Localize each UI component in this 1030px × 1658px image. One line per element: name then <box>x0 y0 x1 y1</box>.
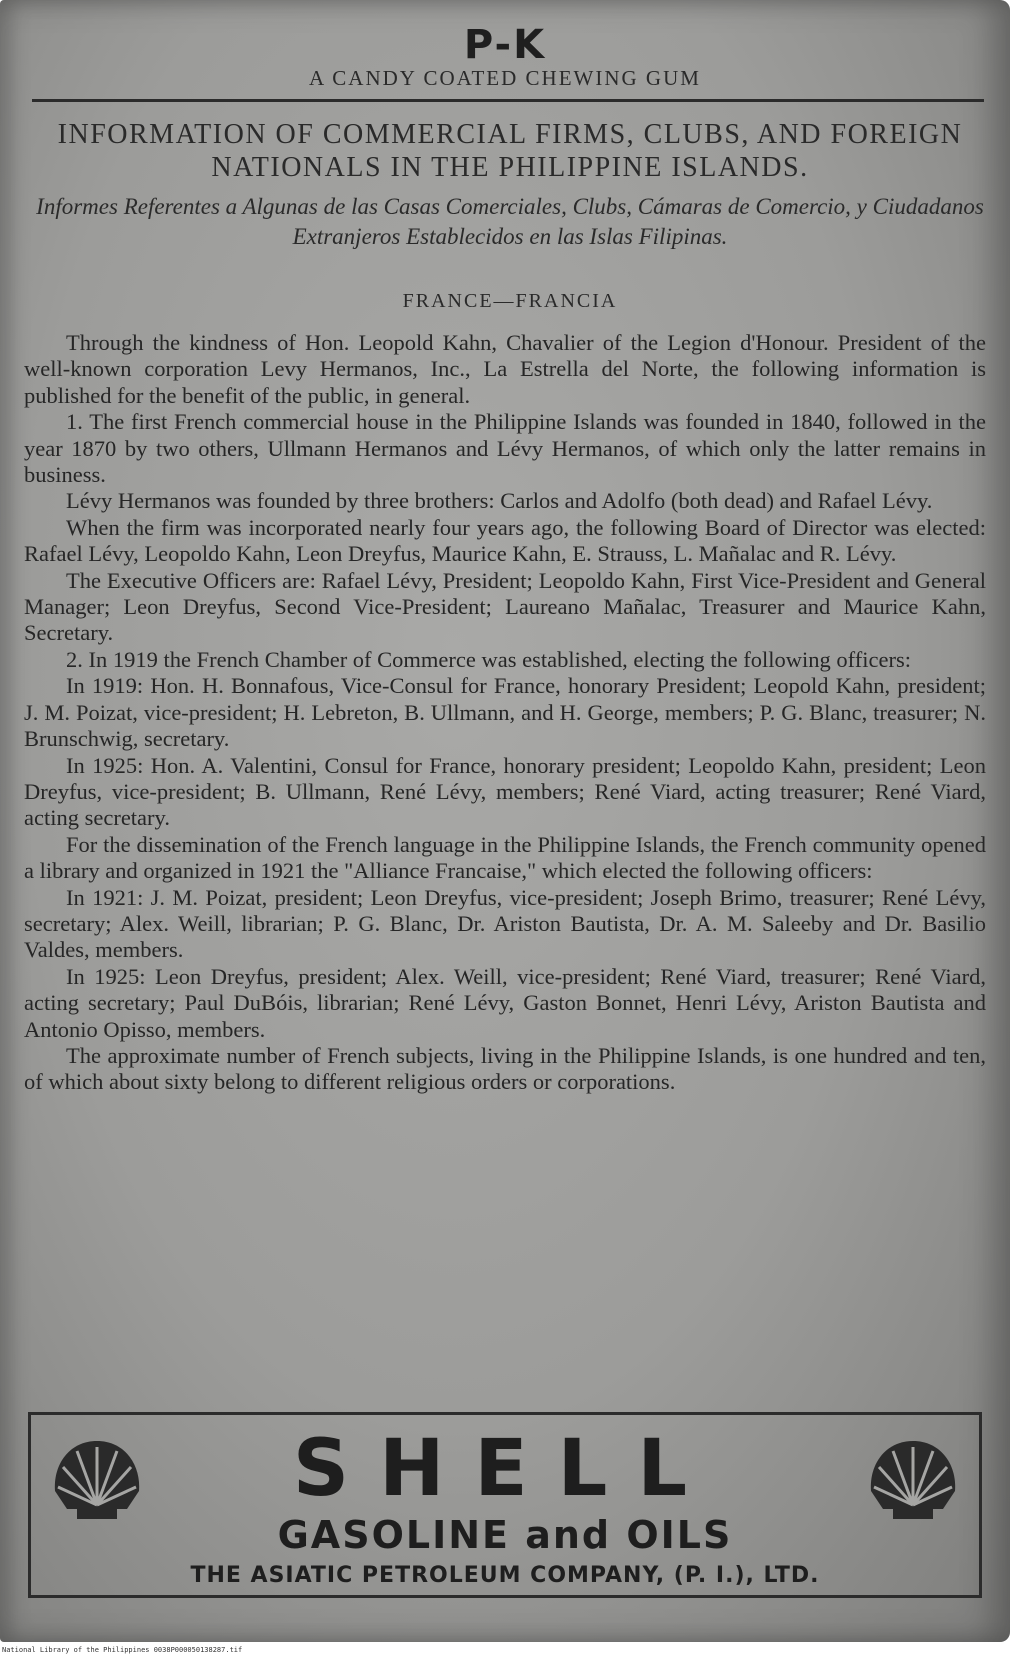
article-body <box>24 330 986 1096</box>
pk-logo: P-K <box>463 22 547 68</box>
heading-spanish: Informes Referentes a Algunas de las Casas Comerciales, Clubs, Cámaras de Comercio, y Ciudadanos Extranjeros Establecidos en las Islas Filipinas. <box>36 194 984 249</box>
paragraph: 2. In 1919 the French Chamber of Commerce was established, electing the following officers: <box>66 646 911 672</box>
country-heading: FRANCE—FRANCIA <box>402 290 618 312</box>
paragraph: 1. The first French commercial house in the Philippine Islands was founded in 1840, followed in the year 1870 by two others, Ullmann Hermanos and Lévy Hermanos, of which only the latter remains in business. <box>24 409 986 488</box>
paragraph: In 1919: Hon. H. Bonnafous, Vice-Consul for France, honorary President; Leopold Kahn, president; J. M. Poizat, vice-president; H. Lebreton, B. Ullmann, and H. George, members; P. G. Blanc, treasurer; N. Brunschwig, secretary. <box>24 673 986 752</box>
paragraph: The approximate number of French subjects, living in the Philippine Islands, is one hundred and ten, of which about sixty belong to different religious orders or corporations. <box>24 1042 986 1095</box>
shell-company: THE ASIATIC PETROLEUM COMPANY, (P. I.), LTD. <box>190 1563 820 1588</box>
header-rule <box>32 99 984 102</box>
paragraph: In 1921: J. M. Poizat, president; Leon Dreyfus, vice-president; Joseph Brimo, treasurer; René Lévy, secretary; Alex. Weill, librarian; P. G. Blanc, Dr. Ariston Bautista, Dr. A. M. Saleeby and Dr. Basilio Valdes, members. <box>24 884 986 963</box>
paragraph: For the dissemination of the French language in the Philippine Islands, the French community opened a library and organized in 1921 the "Alliance Francaise," which elected the following officers: <box>24 831 986 884</box>
paragraph: Through the kindness of Hon. Leopold Kahn, Chavalier of the Legion d'Honour. President of the well-known corporation Levy Hermanos, Inc., La Estrella del Norte, the following information is published for the benefit of the public, in general. <box>24 330 986 408</box>
scan-caption: National Library of the Philippines 0038P000050138287.tif <box>2 1646 243 1654</box>
shell-logo-icon <box>863 1435 963 1525</box>
shell-product: GASOLINE and OILS <box>277 1513 733 1557</box>
heading-english: INFORMATION OF COMMERCIAL FIRMS, CLUBS, AND FOREIGN NATIONALS IN THE PHILIPPINE ISLANDS. <box>57 119 963 183</box>
shell-advertisement <box>28 1412 982 1598</box>
paragraph: When the firm was incorporated nearly four years ago, the following Board of Director was elected: Rafael Lévy, Leopoldo Kahn, Leon Dreyfus, Maurice Kahn, E. Strauss, L. Mañalac and R. Lévy. <box>24 514 986 567</box>
paragraph: In 1925: Hon. A. Valentini, Consul for France, honorary president; Leopoldo Kahn, president; Leon Dreyfus, vice-president; B. Ullmann, René Lévy, members; René Viard, acting treasurer; René Viard, acting secretary. <box>24 752 986 831</box>
shell-brand: SHELL <box>292 1424 718 1514</box>
paragraph: The Executive Officers are: Rafael Lévy, President; Leopoldo Kahn, First Vice-President and General Manager; Leon Dreyfus, Second Vice-President; Laureano Mañalac, Treasurer and Maurice Kahn, Secretary. <box>24 567 986 646</box>
paragraph: In 1925: Leon Dreyfus, president; Alex. Weill, vice-president; René Viard, treasurer; René Viard, acting secretary; Paul DuBóis, librarian; René Lévy, Gaston Bonnet, Henri Lévy, Ariston Bautista and Antonio Opisso, members. <box>24 963 986 1042</box>
paragraph: Lévy Hermanos was founded by three brothers: Carlos and Adolfo (both dead) and Rafael Lévy. <box>66 488 933 514</box>
tagline: A CANDY COATED CHEWING GUM <box>309 66 701 90</box>
